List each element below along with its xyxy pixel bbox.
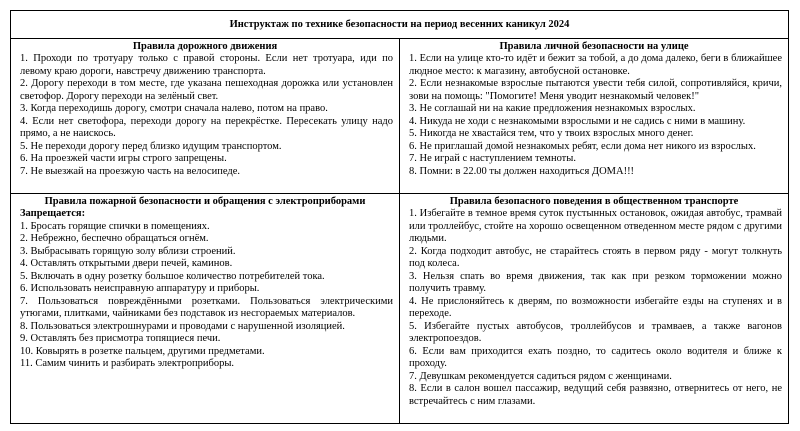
transport-safety-heading: Правила безопасного поведения в общественном транспорте xyxy=(449,196,739,207)
traffic-rules-cell xyxy=(11,39,400,194)
list-item: 3. Не соглашай ни на какие предложения незнакомых взрослых. xyxy=(409,103,696,114)
list-item: 5. Избегайте пустых автобусов, троллейбусов и трамваев, а также вагонов электропоездов. xyxy=(409,320,782,344)
list-item: 5. Не переходи дорогу перед близко идущим транспортом. xyxy=(20,140,282,152)
list-item: 10. Ковырять в розетке пальцем, другими предметами. xyxy=(20,345,265,357)
list-item: 3. Нельзя спать во время движения, так как при резком торможении можно получить травму. xyxy=(409,270,782,294)
list-item: 8. Если в салон вошел пассажир, ведущий себя развязно, отвернитесь от него, не встречайтесь с ним глазами. xyxy=(409,383,782,407)
personal-safety-list xyxy=(400,53,788,178)
list-item: 5. Включать в одну розетку большое количество потребителей тока. xyxy=(20,270,325,282)
list-item: 9. Оставлять без присмотра топящиеся печи. xyxy=(20,333,221,344)
list-item: 1. Бросать горящие спички в помещениях. xyxy=(20,220,210,232)
transport-safety-cell xyxy=(400,194,789,424)
list-item: 1. Проходи по тротуару только с правой стороны. Если нет тротуара, иди по левому краю дороги, навстречу движению транспорта. xyxy=(20,53,393,77)
personal-safety-cell xyxy=(400,39,789,194)
list-item: 6. На проезжей части игры строго запрещены. xyxy=(20,153,227,164)
list-item: 11. Самим чинить и разбирать электроприборы. xyxy=(20,358,235,369)
document-title: Инструктаж по технике безопасности на период весенних каникул 2024 xyxy=(11,11,789,39)
list-item: 3. Когда переходишь дорогу, смотри сначала налево, потом на право. xyxy=(20,103,328,114)
list-item: 4. Оставлять открытыми двери печей, каминов. xyxy=(20,258,233,269)
list-item: 2. Если незнакомые взрослые пытаются увести тебя силой, сопротивляйся, кричи, зови на помощь: "Помогите! Меня уводит незнакомый человек!" xyxy=(409,78,782,102)
transport-safety-list xyxy=(400,208,788,408)
fire-safety-heading: Правила пожарной безопасности и обращения с электроприборами xyxy=(44,196,366,207)
list-item: 2. Когда подходит автобус, не старайтесь стоять в первом ряду - могут толкнуть под колеса. xyxy=(409,245,782,269)
list-item: 5. Никогда не хвастайся тем, что у твоих взрослых много денег. xyxy=(409,128,694,139)
list-item: 7. Не выезжай на проезжую часть на велосипеде. xyxy=(20,165,241,177)
fire-safety-list xyxy=(11,221,399,371)
list-item: 4. Не прислоняйтесь к дверям, по возможности избегайте езды на ступенях и в переходе. xyxy=(409,295,782,319)
list-item: 7. Пользоваться повреждёнными розетками. Пользоваться электрическими утюгами, плитками, чайниками без подставок из несгораемых материалов. xyxy=(20,295,393,319)
list-item: 8. Пользоваться электрошнурами и проводами с нарушенной изоляцией. xyxy=(20,320,345,332)
list-item: 4. Никуда не ходи с незнакомыми взрослыми и не садись с ними в машину. xyxy=(409,115,746,127)
instruction-document xyxy=(10,10,789,424)
list-item: 4. Если нет светофора, переходи дорогу на перекрёстке. Пересекать улицу надо прямо, а не наискось. xyxy=(20,115,393,139)
list-item: 7. Не играй с наступлением темноты. xyxy=(409,153,576,164)
list-item: 2. Дорогу переходи в том месте, где указана пешеходная дорожка или установлен светофор. Дорогу переходи на зелёный свет. xyxy=(20,78,393,102)
list-item: 7. Девушкам рекомендуется садиться рядом с женщинами. xyxy=(409,370,672,382)
list-item: 6. Если вам приходится ехать поздно, то садитесь около водителя и ближе к проходу. xyxy=(409,345,782,369)
personal-safety-heading: Правила личной безопасности на улице xyxy=(499,41,689,52)
traffic-rules-heading: Правила дорожного движения xyxy=(132,41,278,52)
fire-safety-subheading: Запрещается: xyxy=(20,208,86,219)
list-item: 8. Помни: в 22.00 ты должен находиться ДОМА!!! xyxy=(409,165,635,177)
instruction-table xyxy=(10,10,789,424)
list-item: 6. Не приглашай домой незнакомых ребят, если дома нет никого из взрослых. xyxy=(409,140,756,152)
traffic-rules-list xyxy=(11,53,399,178)
list-item: 1. Избегайте в темное время суток пустынных остановок, ожидая автобус, трамвай или троллейбус, стойте на хорошо освещенном отведенном месте рядом с другими людьми. xyxy=(409,208,782,244)
list-item: 6. Использовать неисправную аппаратуру и приборы. xyxy=(20,283,260,294)
list-item: 3. Выбрасывать горящую золу вблизи строений. xyxy=(20,245,236,257)
list-item: 2. Небрежно, беспечно обращаться огнём. xyxy=(20,233,209,244)
fire-safety-cell xyxy=(11,194,400,424)
list-item: 1. Если на улице кто-то идёт и бежит за тобой, а до дома далеко, беги в ближайшее людное место: к магазину, автобусной остановке. xyxy=(409,53,782,77)
